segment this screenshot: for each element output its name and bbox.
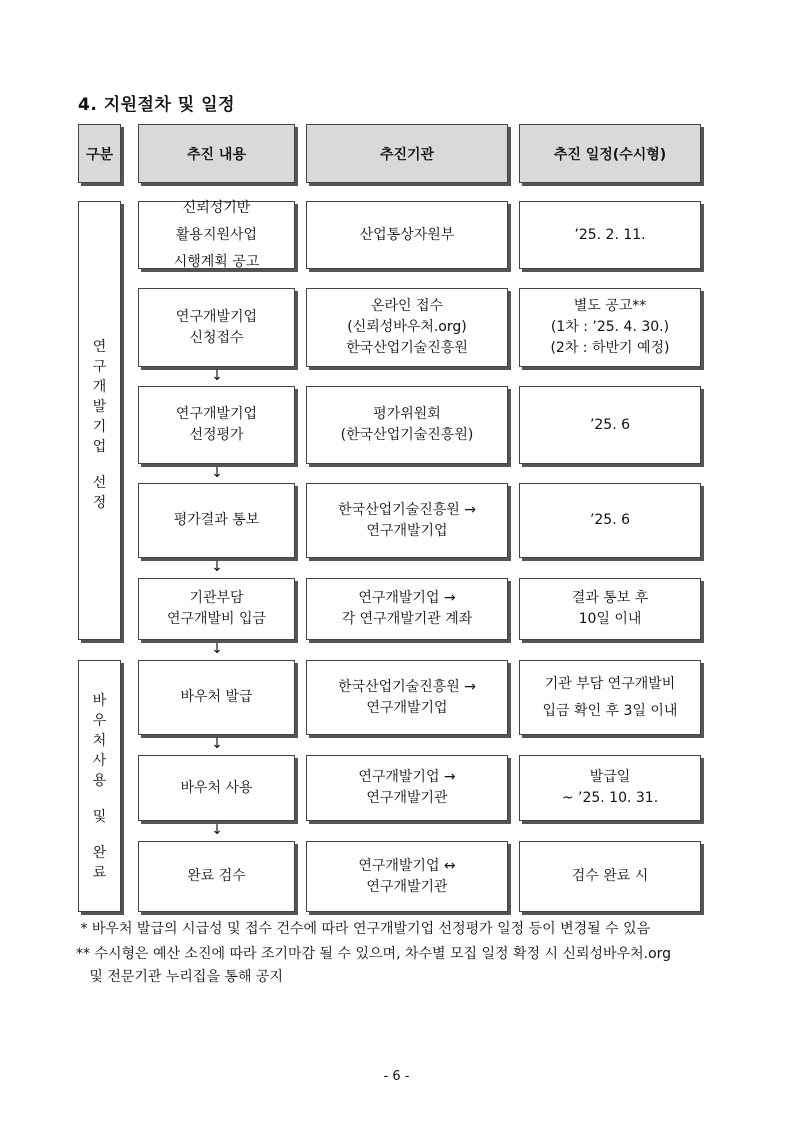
row-3-content: 연구개발기업 선정평가 bbox=[138, 386, 295, 464]
row-4-agency: 한국산업기술진흥원 → 연구개발기업 bbox=[306, 483, 508, 558]
row-2-agency: 온라인 접수 (신뢰성바우처.org) 한국산업기술진흥원 bbox=[306, 288, 508, 367]
row-5-schedule: 결과 통보 후 10일 이내 bbox=[519, 578, 701, 640]
flow-arrow: ↓ bbox=[211, 736, 223, 752]
footnote-2-continued: 및 전문기관 누리집을 통해 공지 bbox=[76, 969, 283, 985]
row-6-agency: 한국산업기술진흥원 → 연구개발기업 bbox=[306, 660, 508, 735]
row-8-content: 완료 검수 bbox=[138, 841, 295, 912]
row-7-schedule: 발급일 ~ ’25. 10. 31. bbox=[519, 755, 701, 821]
flow-arrow: ↓ bbox=[211, 465, 223, 481]
header-agency: 추진기관 bbox=[306, 124, 508, 183]
row-6-content: 바우처 발급 bbox=[138, 660, 295, 735]
row-4-schedule: ’25. 6 bbox=[519, 483, 701, 558]
header-content: 추진 내용 bbox=[138, 124, 295, 183]
flow-arrow: ↓ bbox=[211, 822, 223, 838]
header-schedule: 추진 일정(수시형) bbox=[519, 124, 701, 183]
row-2-content: 연구개발기업 신청접수 bbox=[138, 288, 295, 367]
row-8-schedule: 검수 완료 시 bbox=[519, 841, 701, 912]
row-8-agency: 연구개발기업 ↔ 연구개발기관 bbox=[306, 841, 508, 912]
row-3-agency: 평가위원회 (한국산업기술진흥원) bbox=[306, 386, 508, 464]
row-6-schedule: 기관 부담 연구개발비 입금 확인 후 3일 이내 bbox=[519, 660, 701, 735]
footnote-1: * 바우처 발급의 시급성 및 접수 건수에 따라 연구개발기업 선정평가 일정 등이 변경될 수 있음 bbox=[76, 921, 651, 937]
row-1-content: 신뢰성기반 활용지원사업 시행계획 공고 bbox=[138, 201, 295, 269]
section-title: 4. 지원절차 및 일정 bbox=[78, 95, 235, 115]
group-label-voucher: 바 우 처 사 용 및 완 료 bbox=[78, 660, 121, 912]
row-5-agency: 연구개발기업 → 각 연구개발기관 계좌 bbox=[306, 578, 508, 640]
page-number: - 6 - bbox=[383, 1069, 410, 1084]
row-2-schedule: 별도 공고** (1차 : ’25. 4. 30.) (2차 : 하반기 예정) bbox=[519, 288, 701, 367]
flow-arrow: ↓ bbox=[211, 559, 223, 575]
footnote-2: ** 수시형은 예산 소진에 따라 조기마감 될 수 있으며, 차수별 모집 일정 확정 시 신뢰성바우처.org bbox=[76, 946, 672, 962]
flow-arrow: ↓ bbox=[211, 641, 223, 657]
row-1-schedule: ’25. 2. 11. bbox=[519, 201, 701, 269]
row-5-content: 기관부담 연구개발비 입금 bbox=[138, 578, 295, 640]
row-1-agency: 산업통상자원부 bbox=[306, 201, 508, 269]
header-category: 구분 bbox=[78, 124, 121, 183]
flow-arrow: ↓ bbox=[211, 368, 223, 384]
row-7-content: 바우처 사용 bbox=[138, 755, 295, 821]
row-4-content: 평가결과 통보 bbox=[138, 483, 295, 558]
group-label-selection: 연 구 개 발 기 업 선 정 bbox=[78, 201, 121, 640]
row-3-schedule: ’25. 6 bbox=[519, 386, 701, 464]
row-7-agency: 연구개발기업 → 연구개발기관 bbox=[306, 755, 508, 821]
